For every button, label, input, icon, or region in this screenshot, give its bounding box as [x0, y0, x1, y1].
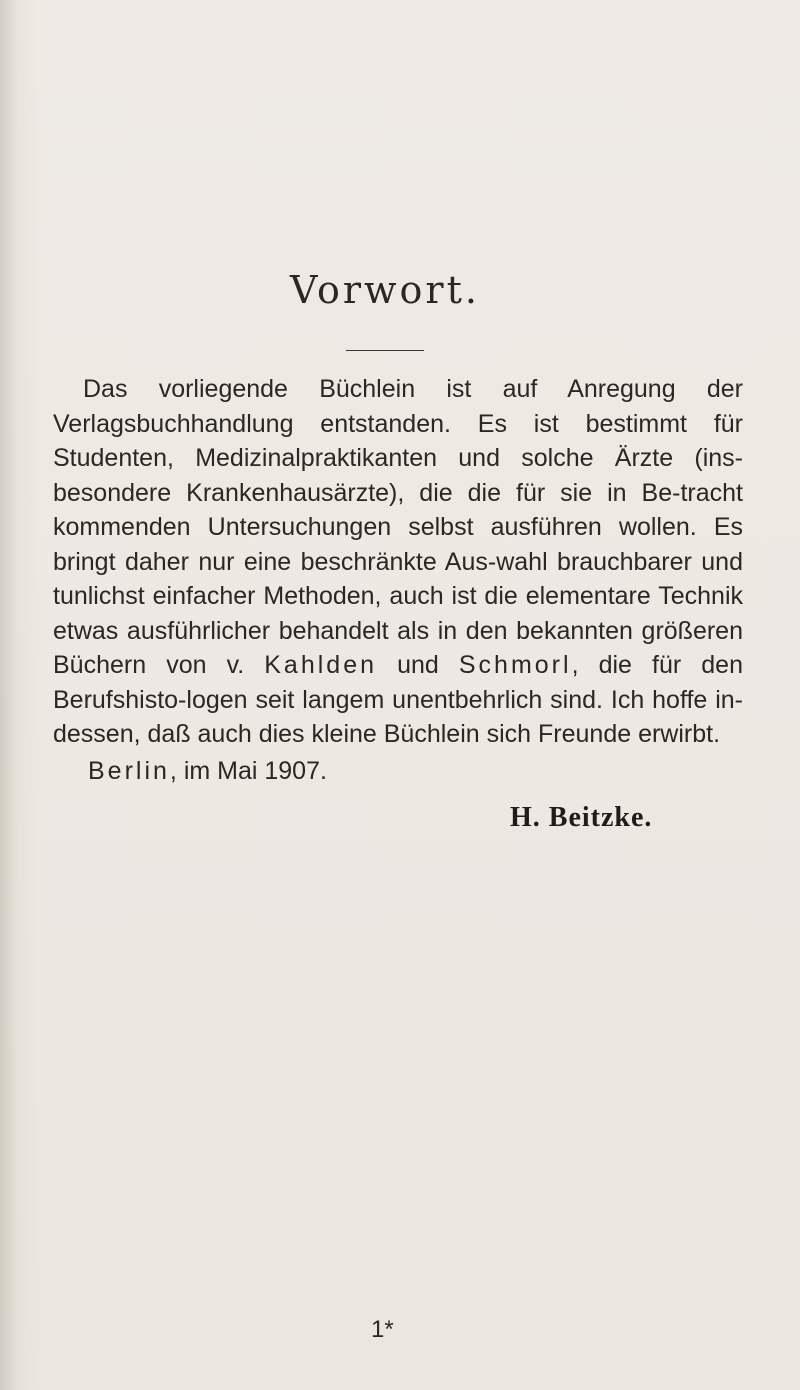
title-divider [346, 350, 424, 351]
author-signature: H. Beitzke. [510, 802, 653, 833]
place: Berlin [88, 757, 170, 785]
page-number: 1* [371, 1316, 394, 1343]
paragraph-text-part2: , die für den Berufshisto-logen seit langem unentbehrlich sind. Ich hoffe in-dessen, daß auch dies kleine Büchlein sich Freunde erwirbt. [53, 651, 743, 748]
paragraph-text-between: und [377, 651, 459, 679]
page-title: Vorwort. [290, 268, 480, 312]
foreword-paragraph [53, 372, 743, 752]
author-name-kahlden: Kahlden [264, 651, 377, 679]
author-name-schmorl: Schmorl [458, 651, 572, 679]
date: , im Mai 1907. [169, 757, 327, 785]
place-and-date [88, 757, 327, 786]
paragraph-text-part1: Das vorliegende Büchlein ist auf Anregung der Verlagsbuchhandlung entstanden. Es ist bestimmt für Studenten, Medizinalpraktikanten und solche Ärzte (ins-besondere Krankenhausärzte), die die für sie in Be-tracht kommenden Untersuchungen selbst ausführen wollen. Es bringt daher nur eine beschränkte Aus-wahl brauchbarer und tunlichst einfacher Methoden, auch ist die elementare Technik etwas ausführlicher behandelt als in den bekannten größeren Büchern von v. [53, 375, 743, 679]
